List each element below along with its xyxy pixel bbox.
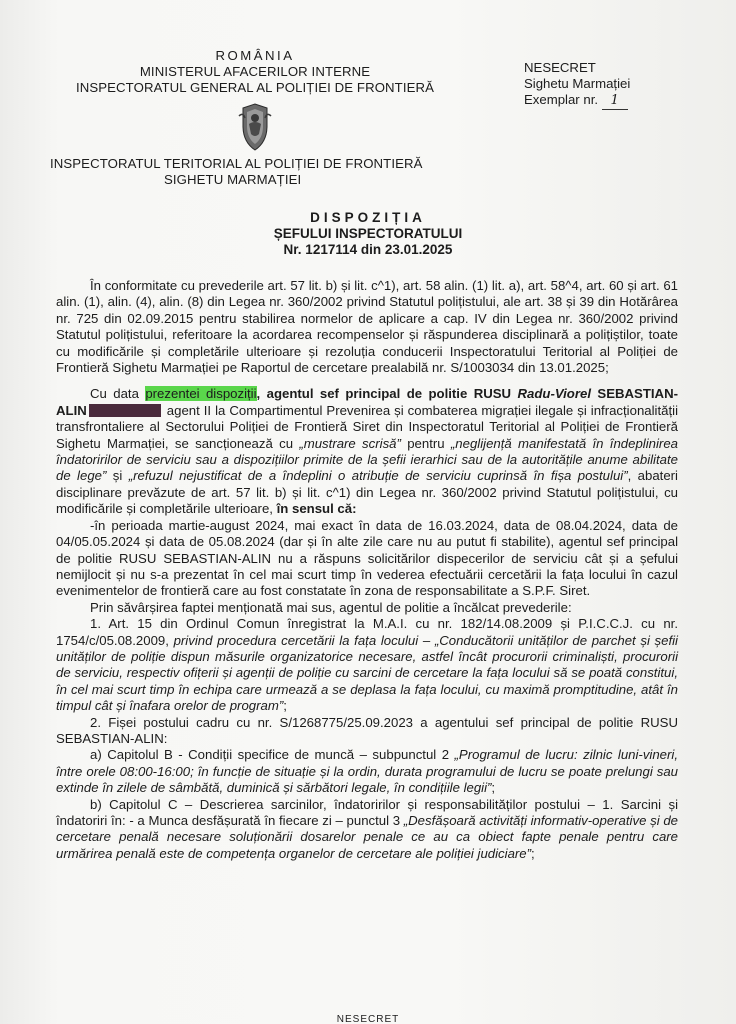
classification-level: NESECRET [524,60,596,75]
text-run: agent II la Compartimentul Prevenirea și combaterea migrației ilegale și infracționalității transfrontaliere al Sectorului Poliției de Frontieră Siret din Inspectoratul Teritorial al Poliției de Frontieră Sighetu Marmației, se sancționează cu [56,402,678,451]
title-line-3: Nr. 1217114 din 23.01.2025 [283,242,453,257]
violation-2: 2. Fișei postului cadru cu nr. S/1268775/25.09.2023 a agentului sef principal de politie RUSU SEBASTIAN-ALIN: [56,714,678,746]
quoted-provision: privind procedura cercetării la fața locului – „Conducătorii unităților de parchet și șefii unităților de poliție dispun măsurile organizatorice necesare, astfel încât procurorii criminaliști, procurorii de serviciu, respectiv ofițerii și agenții de poliție cu sarcini de cercetare la fața locului să se poată constitui, în cel mai scurt timp în echipa care urmează a se deplasa la fața locului, cu maximă promptitudine, atât în timpul cât și înafara orelor de program” [56,632,678,714]
offense-2: „refuzul nejustificat de a îndeplini o atribuție de serviciu cuprinsă în fișa postului” [128,468,628,484]
footer-classification: NESECRET [336,1014,400,1024]
ministry-name: MINISTERUL AFACERILOR INTERNE [139,64,371,79]
inspectorate-name: INSPECTORATUL GENERAL AL POLIȚIEI DE FRONTIERĂ [75,80,435,95]
offense-1: „neglijență manifestată în îndeplinirea îndatoririlor de serviciu sau a dispozițiilor primite de la șefii ierarhici sau de la autoritățile anume abilitate de lege” [56,435,678,484]
text-run: ; [283,698,287,714]
violation-2b [56,797,678,863]
legal-basis-paragraph: În conformitate cu prevederile art. 57 lit. b) și lit. c^1), art. 58 alin. (1) lit. a), art. 58^4, art. 60 și art. 61 alin. (1), alin. (4), alin. (8) din Legea nr. 360/2002 privind Statutul polițistului, ale art. 38 și 39 din Hotărârea nr. 725 din 02.09.2015 pentru stabilirea normelor de aplicare a cap. IV din Legea nr. 360/2002 privind Statutul polițistului, referitoare la acordarea recompenselor și răspunderea disciplinară a polițiștilor, toate cu modificările și completările ulterioare și rezoluția conducerii Inspectoratului Teritorial al Poliției de Frontieră Sighetu Marmației pe Raportul de cercetare prealabilă nr. S/1003034 din 13.01.2025; [56,278,678,376]
redaction-block [89,404,161,417]
exemplar-number: 1 [602,93,628,110]
text-run: , abateri disciplinare prevăzute de art. 57 lit. b) și lit. c^1) din Legea nr. 360/2002 privind Statutul polițistului, cu modificările și completările ulterioare, [56,468,678,517]
unit-city: SIGHETU MARMAȚIEI [164,172,302,187]
text-run: b) Capitolul C – Descrierea sarcinilor, îndatoririlor și responsabilităților postului – 1. Sarcini și îndatoriri în: - a Munca desfășurată în fiecare zi – punctul 3 [56,796,678,828]
text-run: Cu data [90,386,146,402]
issuer-header [40,48,470,188]
quoted-provision: „Desfășoară activități informativ-operative și de cercetare penală necesare soluționării dosarelor penale ce au ca obiect fapte penale pentru care urmărirea penală este de competența organelor de cercetare ale poliției judiciare” [56,813,678,861]
text-run: a) Capitolul B - Condiții specifice de muncă – subpunctul 2 [90,747,455,763]
in-sense-label: în sensul că: [276,501,357,517]
sanction-paragraph [56,386,678,517]
text-run: ; [531,845,535,861]
document-body [56,278,678,862]
sanction-type: „mustrare scrisă” [299,435,401,451]
text-run: pentru [400,435,451,451]
document-title [0,210,736,258]
title-line-2: ȘEFULUI INSPECTORATULUI [273,226,463,241]
text-run: 1. Art. 15 din Ordinul Comun înregistrat la M.A.I. cu nr. 182/14.08.2009 și P.I.C.C.J. cu nr. 1754/c/05.08.2009, [56,616,678,648]
classification-block [524,60,630,110]
text-run: ; [491,780,496,796]
subject-name: SEBASTIAN-ALIN [56,386,678,418]
exemplar-line [524,92,630,110]
highlighted-text: prezentei dispoziții [145,386,257,402]
coat-of-arms-icon [235,102,275,152]
title-line-1: DISPOZIȚIA [310,210,426,225]
classification-city: Sighetu Marmației [524,76,631,91]
violation-1 [56,616,678,714]
subject-name-italic: Radu-Viorel [517,386,591,402]
facts-paragraph: -în perioada martie-august 2024, mai exact în data de 16.03.2024, data de 08.04.2024, data de 04/05.05.2024 și data de 05.08.2024 (dar și în alte zile care nu au putut fi stabilite), agentul sef principal de politie RUSU SEBASTIAN-ALIN nu a răspuns solicitărilor dispecerilor de serviciu cât și a șefului nemijlocit și nu s-a prezentat în cel mai scurt timp în vederea efectuării cercetării la fața locului în cazul evenimentelor de frontieră care au fost constatate în zona de responsabilitate a S.P.F. Siret. [56,517,678,599]
violation-2a [56,747,678,796]
text-run: și [106,468,129,484]
violations-intro: Prin săvârșirea faptei menționată mai sus, agentul de politie a încălcat prevederile: [90,599,572,615]
country-name: ROMÂNIA [215,48,295,63]
quoted-provision: „Programul de lucru: zilnic luni-vineri, între orele 08:00-16:00; în funcție de situație și la ordin, durata programului de lucru se poate prelungi sau extinde în zilele de sâmbătă, duminică și sărbători legale, în condițiile legii” [56,747,679,796]
exemplar-label: Exemplar nr. [524,92,599,107]
unit-name: INSPECTORATUL TERITORIAL AL POLIȚIEI DE FRONTIERĂ [50,156,423,171]
subject-intro: , agentul sef principal de politie RUSU [256,386,518,402]
